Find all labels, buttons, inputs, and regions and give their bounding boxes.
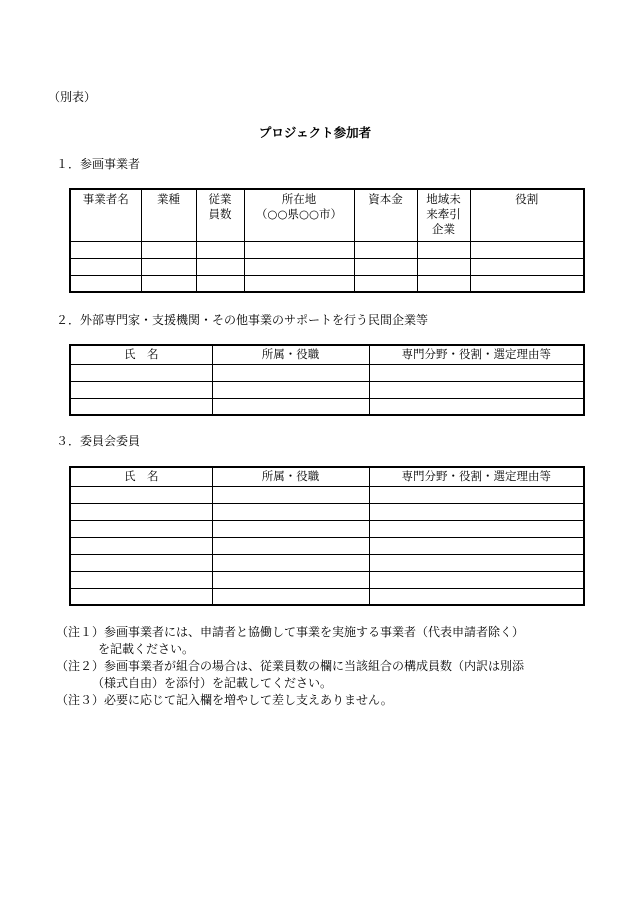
table-cell[interactable] <box>369 520 584 537</box>
committee-table <box>69 466 585 606</box>
col-employees: 従業 員数 <box>196 189 244 241</box>
col-regional-company: 地域未 来牽引 企業 <box>417 189 470 241</box>
col-expertise: 専門分野・役割・選定理由等 <box>369 467 584 486</box>
col-location: 所在地 （○○県○○市） <box>244 189 354 241</box>
note-1-line-1: （注１）参画事業者には、申請者と協働して事業を実施する事業者（代表申請者除く） <box>56 625 525 639</box>
table-cell[interactable] <box>244 241 354 258</box>
table-cell[interactable] <box>212 588 369 605</box>
table-cell[interactable] <box>354 258 417 275</box>
table-cell[interactable] <box>417 275 470 292</box>
table-row <box>70 520 584 537</box>
table-cell[interactable] <box>244 258 354 275</box>
table-cell[interactable] <box>417 258 470 275</box>
table-cell[interactable] <box>212 381 369 398</box>
col-capital: 資本金 <box>354 189 417 241</box>
table-cell[interactable] <box>70 364 212 381</box>
table-cell[interactable] <box>212 503 369 520</box>
section2-heading: ２．外部専門家・支援機関・その他事業のサポートを行う民間企業等 <box>56 313 429 327</box>
table-row <box>70 537 584 554</box>
col-company-name: 事業者名 <box>70 189 141 241</box>
table-cell[interactable] <box>212 520 369 537</box>
table-cell[interactable] <box>244 275 354 292</box>
table-cell[interactable] <box>70 398 212 415</box>
col-role: 役割 <box>470 189 584 241</box>
table-row <box>70 554 584 571</box>
col-affiliation: 所属・役職 <box>212 345 369 364</box>
table-cell[interactable] <box>70 571 212 588</box>
table-cell[interactable] <box>369 398 584 415</box>
table-cell[interactable] <box>70 258 141 275</box>
section1-heading: １．参画事業者 <box>56 157 141 171</box>
table-cell[interactable] <box>70 503 212 520</box>
table-row <box>70 503 584 520</box>
table-row <box>70 588 584 605</box>
col-affiliation: 所属・役職 <box>212 467 369 486</box>
table-cell[interactable] <box>212 554 369 571</box>
table-cell[interactable] <box>369 554 584 571</box>
note-2-line-1: （注２）参画事業者が組合の場合は、従業員数の欄に当該組合の構成員数（内訳は別添 <box>56 659 525 673</box>
col-industry: 業種 <box>141 189 196 241</box>
table-row <box>70 275 584 292</box>
table-cell[interactable] <box>212 398 369 415</box>
note-2-line-2: （様式自由）を添付）を記載してください。 <box>92 676 333 690</box>
table-cell[interactable] <box>470 275 584 292</box>
col-name: 氏 名 <box>70 467 212 486</box>
table-cell[interactable] <box>369 588 584 605</box>
table-row <box>70 381 584 398</box>
table-cell[interactable] <box>417 241 470 258</box>
table-cell[interactable] <box>369 571 584 588</box>
table-cell[interactable] <box>70 275 141 292</box>
table-cell[interactable] <box>212 571 369 588</box>
table-cell[interactable] <box>196 258 244 275</box>
table-cell[interactable] <box>369 486 584 503</box>
table-cell[interactable] <box>70 520 212 537</box>
table-cell[interactable] <box>470 241 584 258</box>
table-cell[interactable] <box>141 258 196 275</box>
table-cell[interactable] <box>70 241 141 258</box>
table-cell[interactable] <box>369 503 584 520</box>
table-cell[interactable] <box>196 241 244 258</box>
table-row <box>70 364 584 381</box>
col-name: 氏 名 <box>70 345 212 364</box>
document-title: プロジェクト参加者 <box>258 125 372 140</box>
table-row <box>70 258 584 275</box>
section3-heading: ３．委員会委員 <box>56 434 141 448</box>
table-cell[interactable] <box>141 241 196 258</box>
table-cell[interactable] <box>70 537 212 554</box>
table-cell[interactable] <box>470 258 584 275</box>
participants-table <box>69 188 585 293</box>
col-expertise: 専門分野・役割・選定理由等 <box>369 345 584 364</box>
table-cell[interactable] <box>354 241 417 258</box>
support-table <box>69 344 585 416</box>
table-cell[interactable] <box>70 381 212 398</box>
table-cell[interactable] <box>141 275 196 292</box>
table-cell[interactable] <box>212 537 369 554</box>
table-cell[interactable] <box>70 588 212 605</box>
attachment-label: （別表） <box>48 90 97 104</box>
table-cell[interactable] <box>196 275 244 292</box>
table-row <box>70 571 584 588</box>
table-cell[interactable] <box>369 381 584 398</box>
table-cell[interactable] <box>70 486 212 503</box>
note-1-line-2: を記載ください。 <box>98 642 195 656</box>
table-cell[interactable] <box>70 554 212 571</box>
table-cell[interactable] <box>212 486 369 503</box>
table-cell[interactable] <box>369 364 584 381</box>
table-row <box>70 241 584 258</box>
table-cell[interactable] <box>369 537 584 554</box>
table-cell[interactable] <box>212 364 369 381</box>
table-row <box>70 398 584 415</box>
table-cell[interactable] <box>354 275 417 292</box>
table-row <box>70 486 584 503</box>
note-3: （注３）必要に応じて記入欄を増やして差し支えありません。 <box>56 693 393 707</box>
